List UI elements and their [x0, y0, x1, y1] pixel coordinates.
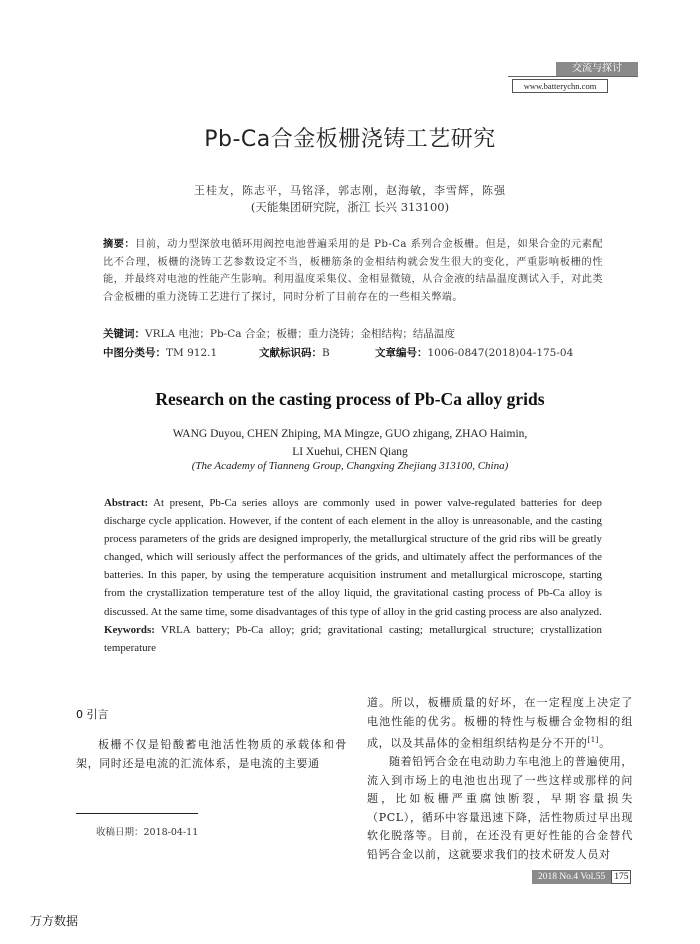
received-date: 收稿日期：2018-04-11: [96, 827, 199, 838]
page-footer: [532, 870, 631, 884]
citation-ref[interactable]: [1]: [587, 736, 600, 744]
body-right-column: [367, 694, 633, 864]
keywords-cn-text: VRLA 电池；Pb-Ca 合金；板栅；重力浇铸；金相结构；结晶温度: [145, 328, 455, 340]
keywords-cn: [103, 326, 603, 341]
page-number: 175: [611, 870, 631, 884]
paper-title-en: Research on the casting process of Pb-Ca alloy grids: [155, 389, 545, 409]
affiliation-cn: (天能集团研究院，浙江 长兴 313100): [250, 200, 450, 214]
abstract-en-text: At present, Pb-Ca series alloys are commonly used in power valve-regulated batteries for deep discharge cycle application. However, if the content of each element in the alloy is unreasonable, and the casting process parameters of the grids are designed improperly, the metallurgical structure of the grid ribs will be greatly changed, which will seriously affect the performances of the grids, and ultimately affect the performances of the batteries. In this paper, by using the temperature acquisition instrument and metallurgical microscope, starting from the crystallization temperature test of the alloy liquid, the gravitational casting process of Pb-Ca alloy is discussed. At the same time, some disadvantages of this type of alloy in the grid casting process are also analyzed.: [104, 497, 602, 618]
header-rule: [508, 76, 638, 77]
section-heading: 0 引言: [76, 708, 109, 721]
keywords-en-label: Keywords:: [104, 623, 155, 636]
abstract-cn: [103, 236, 603, 306]
watermark: 万方数据: [30, 914, 79, 928]
keywords-en-text: VRLA battery; Pb-Ca alloy; grid; gravitational casting; metallurgical structure; crystallization temperature: [104, 623, 602, 654]
clc-value: TM 912.1: [166, 347, 218, 359]
art-value: 1006-0847(2018)04-175-04: [427, 347, 574, 359]
body-paragraph: 板栅不仅是铅酸蓄电池活性物质的承载体和骨架，同时还是电流的汇流体系，是电流的主要通: [76, 738, 347, 770]
authors-en-line2: LI Xuehui, CHEN Qiang: [292, 446, 408, 458]
doc-code: [259, 345, 330, 360]
body-text: 道。所以，板栅质量的好坏，在一定程度上决定了电池性能的优劣。板栅的特性与板栅合金物相的组成，以及其晶体的金相组织结构是分不开的: [367, 696, 633, 750]
abstract-en: [104, 494, 602, 657]
journal-section-label: 交流与探讨: [556, 62, 638, 76]
abstract-cn-text: 目前，动力型深放电循环用阀控电池普遍采用的是 Pb-Ca 系列合金板栅。但是，如果合金的元素配比不合理，板栅的浇铸工艺参数设定不当，板栅筋条的金相结构就会发生很大的变化，严重影响板栅的性能，并最终对电池的性能产生影响。利用温度采集仪、金相显微镜，从合金液的结晶温度测试入手，对此类合金板栅的重力浇铸工艺进行了探讨，同时分析了目前存在的一些相关弊端。: [103, 239, 603, 303]
authors-en: [0, 425, 700, 461]
body-paragraph: [367, 694, 633, 753]
body-left-column: [76, 736, 347, 773]
body-text-end: 。: [599, 736, 611, 750]
body-paragraph: 随着铅钙合金在电动助力车电池上的普遍使用，流入到市场上的电池也出现了一些这样或那样的问题，比如板栅严重腐蚀断裂，早期容量损失（PCL），循环中容量迅速下降，活性物质过早出现软化脱落等。目前，在还没有更好性能的合金替代铅钙合金以前，这就要求我们的技术研发人员对: [367, 755, 633, 861]
issue-volume: 2018 No.4 Vol.55: [532, 870, 611, 884]
footnote-rule: [76, 813, 198, 814]
journal-url[interactable]: www.batterychn.com: [512, 79, 608, 93]
article-number: [375, 345, 573, 360]
abstract-en-label: Abstract:: [104, 497, 149, 509]
paper-title: Pb-Ca合金板栅浇铸工艺研究: [204, 127, 496, 152]
doc-value: B: [322, 347, 330, 359]
art-label: 文章编号：: [375, 347, 428, 359]
clc-number: [103, 345, 217, 360]
keywords-cn-label: 关键词：: [103, 328, 145, 340]
affiliation-en: (The Academy of Tianneng Group, Changxing Zhejiang 313100, China): [191, 460, 509, 472]
authors-cn: 王桂友，陈志平，马铭泽，郭志刚，赵海敏，李雪辉，陈强: [194, 184, 506, 197]
doc-label: 文献标识码：: [259, 347, 322, 359]
abstract-cn-label: 摘要：: [103, 239, 136, 250]
clc-label: 中图分类号：: [103, 347, 166, 359]
authors-en-line1: WANG Duyou, CHEN Zhiping, MA Mingze, GUO zhigang, ZHAO Haimin,: [172, 428, 528, 440]
